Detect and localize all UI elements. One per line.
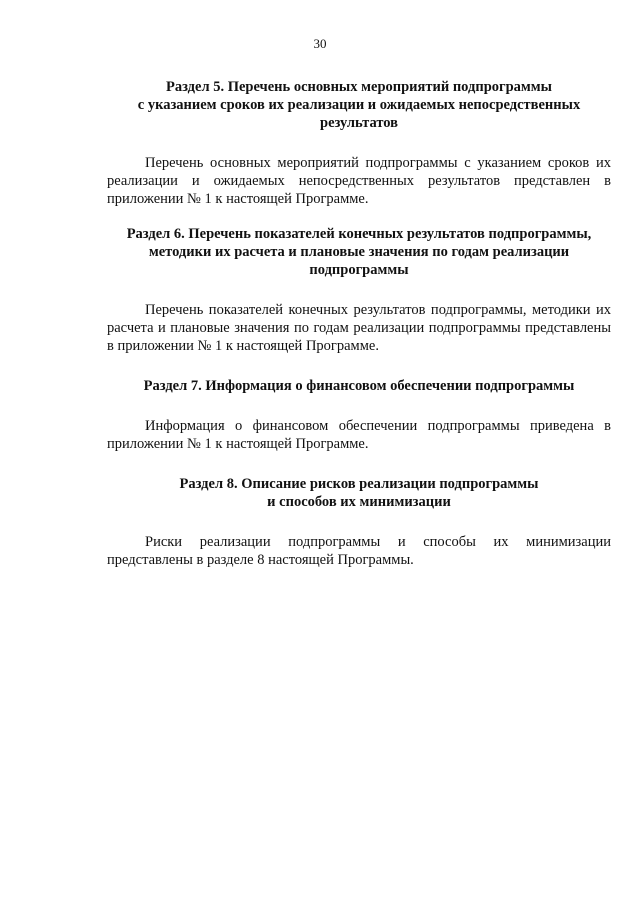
heading-line: и способов их минимизации xyxy=(267,494,451,510)
section-5-heading xyxy=(107,78,611,132)
section-7 xyxy=(107,377,611,453)
heading-line: с указанием сроков их реализации и ожидаемых непосредственных xyxy=(137,97,581,113)
heading-line: результатов xyxy=(320,115,398,131)
heading-line: методики их расчета и плановые значения по годам реализации xyxy=(148,244,570,260)
heading-line: подпрограммы xyxy=(309,262,409,278)
document-body xyxy=(107,78,611,569)
section-6-paragraph: Перечень показателей конечных результатов подпрограммы, методики их расчета и плановые значения по годам реализации подпрограммы представлены в приложении № 1 к настоящей Программе. xyxy=(107,302,611,354)
section-5-paragraph: Перечень основных мероприятий подпрограммы с указанием сроков их реализации и ожидаемых непосредственных результатов представлен в приложении № 1 к настоящей Программе. xyxy=(107,155,611,207)
heading-line: Раздел 6. Перечень показателей конечных результатов подпрограммы, xyxy=(126,226,592,242)
section-8-paragraph: Риски реализации подпрограммы и способы их минимизации представлены в разделе 8 настоящей Программы. xyxy=(107,534,611,568)
heading-line: Раздел 8. Описание рисков реализации подпрограммы xyxy=(179,476,539,492)
section-8-heading xyxy=(107,475,611,511)
section-7-paragraph: Информация о финансовом обеспечении подпрограммы приведена в приложении № 1 к настоящей Программе. xyxy=(107,418,611,452)
heading-line: Раздел 7. Информация о финансовом обеспечении подпрограммы xyxy=(143,378,575,394)
section-7-heading xyxy=(107,377,611,395)
section-5 xyxy=(107,78,611,208)
section-6 xyxy=(107,225,611,355)
page-number: 30 xyxy=(313,36,327,51)
heading-line: Раздел 5. Перечень основных мероприятий подпрограммы xyxy=(166,79,552,95)
section-8 xyxy=(107,475,611,569)
section-6-heading xyxy=(107,225,611,279)
